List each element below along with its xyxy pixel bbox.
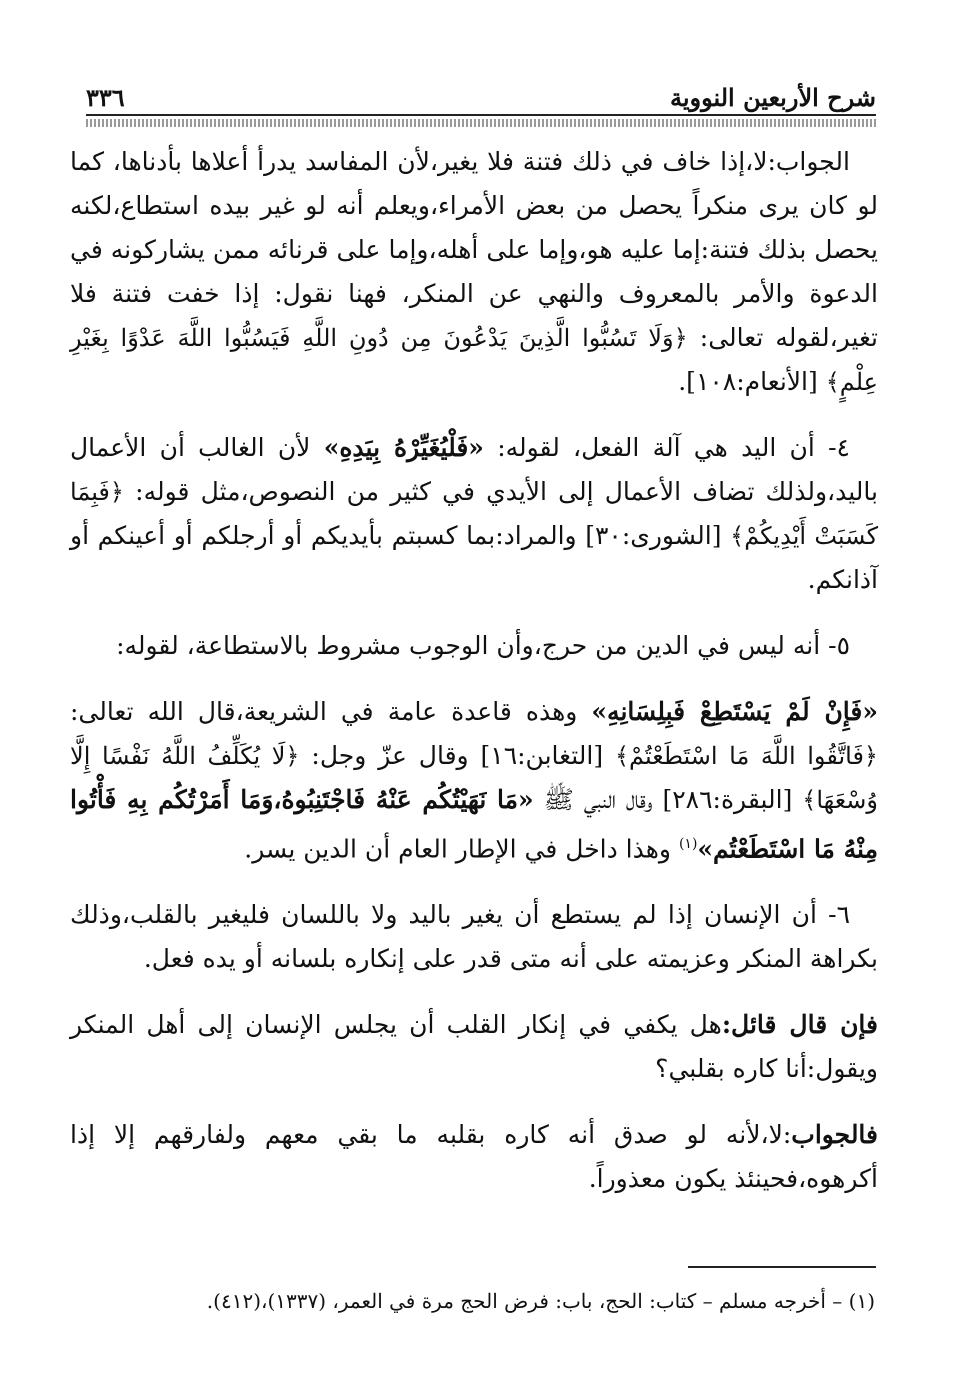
footnote: (١) – أخرجه مسلم – كتاب: الحج، باب: فرض الحج مرة في العمر، (١٣٣٧)،(٤١٢).	[206, 1289, 875, 1313]
page-header	[86, 78, 876, 112]
header-rule-hatched	[86, 119, 876, 127]
paragraph-text: :لا،لأنه لو صدق أنه كاره بقلبه ما بقي معهم ولفارقهم إلا إذا أكرهوه،فحينئذ يكون معذوراً.	[70, 1120, 878, 1194]
paragraph-6	[70, 1003, 878, 1091]
question-lead: فإن قال قائل:	[721, 1010, 878, 1040]
page-body	[70, 140, 878, 1223]
paragraph-5	[70, 893, 878, 981]
paragraph-3	[70, 624, 878, 668]
paragraph-text: هل يكفي في إنكار القلب أن يجلس الإنسان إلى أهل المنكر ويقول:أنا كاره بقلبي؟	[70, 1010, 878, 1084]
paragraph-text: الجواب:لا،إذا خاف في ذلك فتنة فلا يغير،لأن المفاسد يدرأ أعلاها بأدناها، كما لو كان يرى منكراً يحصل من بعض الأمراء،ويعلم أنه لو غير بيده استطاع،لكنه يحصل بذلك فتنة:إما عليه هو،وإما على أهله،وإما على قرنائه ممن يشاركونه في الدعوة والأمر بالمعروف والنهي عن المنكر، فهنا نقول: إذا خفت فتنة فلا تغير،لقوله تعالى:	[70, 147, 879, 352]
header-rule	[86, 114, 876, 116]
quran-verse: ﴿لَا يُكَلِّفُ اللَّهُ نَفْسًا إِلَّا وُسْعَهَا﴾	[70, 742, 878, 814]
answer-lead: فالجواب	[791, 1120, 878, 1150]
footnote-marker: (١)	[678, 836, 698, 852]
footnote-rule	[688, 1266, 876, 1268]
paragraph-text: ٥- أنه ليس في الدين من حرج،وأن الوجوب مشروط بالاستطاعة، لقوله:	[116, 631, 850, 660]
paragraph-text: وهذا داخل في الإطار العام أن الدين يسر.	[244, 834, 671, 864]
quran-verse: ﴿وَلَا تَسُبُّوا الَّذِينَ يَدْعُونَ مِن دُونِ اللَّهِ فَيَسُبُّوا اللَّهَ عَدْوًا بِغَيْرِ عِلْمٍ﴾	[70, 324, 878, 396]
book-title: شرح الأربعين النووية	[669, 83, 876, 112]
page-number: ٣٣٦	[86, 83, 125, 112]
verse-reference: [التغابن:١٦] وقال عزّ وجل:	[311, 741, 604, 770]
hadith-quote: «فَلْيُغَيِّرْهُ بِيَدِهِ»	[323, 433, 484, 462]
quran-verse: ﴿فَاتَّقُوا اللَّهَ مَا اسْتَطَعْتُمْ﴾	[614, 742, 878, 770]
paragraph-1	[70, 140, 878, 404]
paragraph-text: لأن الغالب أن الأعمال باليد،ولذلك تضاف الأعمال إلى الأيدي في كثير من النصوص،مثل قوله:	[70, 433, 878, 506]
paragraph-2	[70, 426, 878, 602]
quran-verse: ﴿فَبِمَا كَسَبَتْ أَيْدِيكُمْ﴾	[70, 478, 879, 550]
hadith-quote: «فَإِنْ لَمْ يَسْتَطِعْ فَبِلِسَانِهِ»	[591, 697, 878, 726]
paragraph-text: وهذه قاعدة عامة في الشريعة،قال الله تعالى:	[70, 697, 578, 726]
verse-reference: [البقرة:٢٨٦] وقال النبي ﷺ	[543, 785, 793, 814]
verse-reference: [الأنعام:١٠٨].	[678, 367, 818, 396]
paragraph-4	[70, 690, 878, 871]
paragraph-text: ٤- أن اليد هي آلة الفعل، لقوله:	[497, 433, 850, 462]
paragraph-7	[70, 1113, 878, 1201]
paragraph-text: [الشورى:٣٠] والمراد:بما كسبتم بأيديكم أو أرجلكم أو أعينكم أو آذانكم.	[70, 521, 878, 594]
paragraph-text: ٦- أن الإنسان إذا لم يستطع أن يغير باليد ولا باللسان فليغير بالقلب،وذلك بكراهة المنكر وعزيمته على أنه متى قدر على إنكاره بلسانه أو يده فعل.	[70, 900, 878, 974]
hadith-quote: «مَا نَهَيْتُكُم عَنْهُ فَاجْتَنِبُوهُ،وَمَا أَمَرْتُكُم بِهِ فَأْتُوا مِنْهُ مَا اسْتَطَعْتُم»	[70, 785, 878, 864]
